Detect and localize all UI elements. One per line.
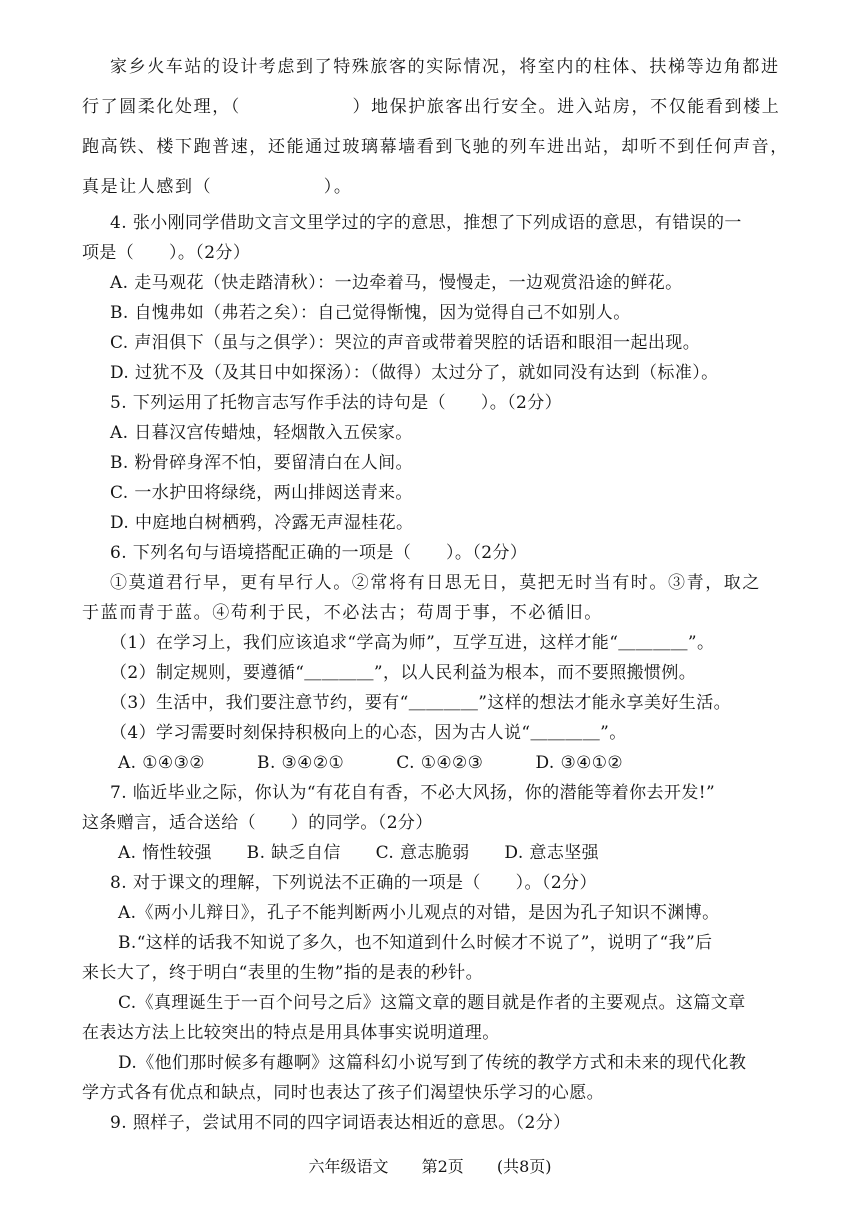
text-line: （2）制定规则，要遵循“＿＿＿＿”，以人民利益为根本，而不要照搬惯例。 xyxy=(110,663,697,683)
footer-page-number: 第2页 xyxy=(421,1157,464,1176)
text-line: 学方式各有优点和缺点，同时也表达了孩子们渴望快乐学习的心愿。 xyxy=(82,1083,604,1103)
text-line: 于蓝而青于蓝。④苟利于民，不必法古；苟周于事，不必循旧。 xyxy=(82,603,603,623)
text-line: 6. 下列名句与语境搭配正确的一项是（ ）。（2分） xyxy=(110,543,528,563)
text-line: 这条赠言，适合送给（ ）的同学。（2分） xyxy=(82,813,433,833)
text-line: B.“这样的话我不知说了多久，也不知道到什么时候才不说了”，说明了“我”后 xyxy=(118,933,713,953)
text-line: 跑高铁、楼下跑普速，还能通过玻璃幕墙看到飞驰的列车进出站，却听不到任何声音， xyxy=(82,137,789,157)
text-line: C. 一水护田将绿绕，两山排闼送青来。 xyxy=(110,483,413,503)
text-line: 家乡火车站的设计考虑到了特殊旅客的实际情况，将室内的柱体、扶梯等边角都进 xyxy=(110,57,780,77)
text-line: 行了圆柔化处理，（ ）地保护旅客出行安全。进入站房，不仅能看到楼上 xyxy=(82,97,781,117)
text-line: 9. 照样子，尝试用不同的四字词语表达相近的意思。（2分） xyxy=(110,1113,571,1133)
text-line: A. 惰性较强 B. 缺乏自信 C. 意志脆弱 D. 意志坚强 xyxy=(118,843,600,863)
page-footer xyxy=(0,1154,860,1177)
text-line: D.《他们那时候多有趣啊》这篇科幻小说写到了传统的教学方式和未来的现代化教 xyxy=(118,1053,747,1073)
text-line: A.《两小儿辩日》，孔子不能判断两小儿观点的对错，是因为孔子知识不渊博。 xyxy=(118,903,720,923)
text-line: 7. 临近毕业之际，你认为“有花自有香，不必大风扬，你的潜能等着你去开发!” xyxy=(110,783,716,803)
text-line: 8. 对于课文的理解，下列说法不正确的一项是（ ）。（2分） xyxy=(110,873,597,893)
text-line: 在表达方法上比较突出的特点是用具体事实说明道理。 xyxy=(82,1023,500,1043)
text-line: （4）学习需要时刻保持积极向上的心态，因为古人说“＿＿＿＿”。 xyxy=(110,723,627,743)
footer-subject: 六年级语文 xyxy=(308,1157,389,1176)
text-line: B. 粉骨碎身浑不怕，要留清白在人间。 xyxy=(110,453,413,473)
text-line: 4. 张小刚同学借助文言文里学过的字的意思，推想了下列成语的意思，有错误的一 xyxy=(110,213,742,233)
text-line: D. 过犹不及（及其日中如探汤）：（做得）太过分了，就如同没有达到（标准）。 xyxy=(110,363,719,383)
text-line: C.《真理诞生于一百个问号之后》这篇文章的题目就是作者的主要观点。这篇文章 xyxy=(118,993,746,1013)
text-line: A. 走马观花（快走踏清秋）：一边牵着马，慢慢走，一边观赏沿途的鲜花。 xyxy=(110,273,683,293)
text-line: （1）在学习上，我们应该追求“学高为师”，互学互进，这样才能“＿＿＿＿”。 xyxy=(110,633,715,653)
text-line: C. 声泪俱下（虽与之俱学）：哭泣的声音或带着哭腔的话语和眼泪一起出现。 xyxy=(110,333,701,353)
text-line: 项是（ ）。（2分） xyxy=(82,243,251,263)
text-line: A. 日暮汉宫传蜡烛，轻烟散入五侯家。 xyxy=(110,423,413,443)
text-line: （3）生活中，我们要注意节约，要有“＿＿＿＿”这样的想法才能永享美好生活。 xyxy=(110,693,731,713)
text-line: 5. 下列运用了托物言志写作手法的诗句是（ ）。（2分） xyxy=(110,393,563,413)
text-line: B. 自愧弗如（弗若之矣）：自己觉得惭愧，因为觉得自己不如别人。 xyxy=(110,303,631,323)
text-line: 来长大了，终于明白“表里的生物”指的是表的秒针。 xyxy=(82,963,483,983)
text-line: 真是让人感到（ ）。 xyxy=(82,177,353,197)
text-line: ①莫道君行早，更有早行人。②常将有日思无日，莫把无时当有时。③青，取之 xyxy=(110,573,761,593)
text-line: D. 中庭地白树栖鸦，冷露无声湿桂花。 xyxy=(110,513,414,533)
footer-total-pages: (共8页) xyxy=(496,1157,552,1176)
text-line: A. ①④③② B. ③④②① C. ①④②③ D. ③④①② xyxy=(118,753,624,773)
